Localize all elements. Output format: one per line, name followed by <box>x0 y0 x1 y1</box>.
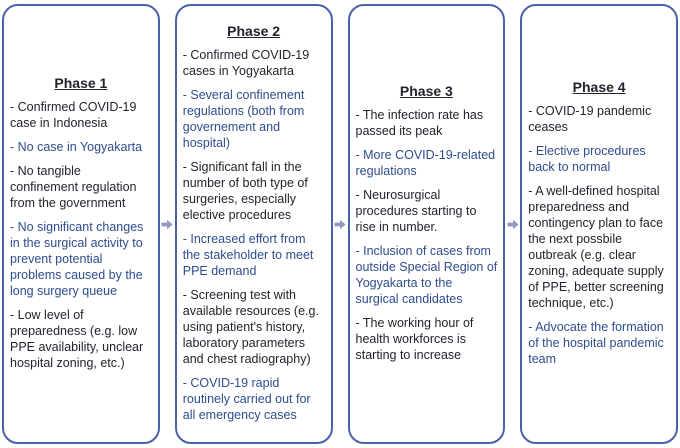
phase-2-title: Phase 2 <box>227 23 281 39</box>
phase-item: - Confirmed COVID-19 case in Indonesia <box>10 100 137 130</box>
right-arrow-icon <box>334 219 346 230</box>
arrow-gap-3 <box>505 4 520 444</box>
phase-item: - More COVID-19-related regulations <box>355 148 496 178</box>
phase-4-title: Phase 4 <box>572 79 626 95</box>
phase-item: - Several confinement regulations (both from governement and hospital) <box>182 88 305 150</box>
phase-item: - Low level of preparedness (e.g. low PPE availability, unclear hospital zoning, etc.) <box>10 308 144 370</box>
phase-item: - The working hour of health workforces is starting to increase <box>355 316 474 362</box>
phase-item: - The infection rate has passed its peak <box>355 108 484 138</box>
phase-item: - Advocate the formation of the hospital pandemic team <box>528 320 664 366</box>
phase-1-title: Phase 1 <box>54 75 108 91</box>
phase-item: - COVID-19 rapid routinely carried out for all emergency cases <box>182 376 311 422</box>
phase-4-box <box>520 4 678 444</box>
phase-3-box <box>348 4 506 444</box>
right-arrow-icon <box>507 219 519 230</box>
phase-item: - Increased effort from the stakeholder to meet PPE demand <box>182 232 314 278</box>
arrow-gap-1 <box>160 4 175 444</box>
phase-1-box <box>2 4 160 444</box>
phase-item: - No significant changes in the surgical activity to prevent potential problems caused by the long surgery queue <box>10 220 144 298</box>
phase-3-title: Phase 3 <box>399 83 453 99</box>
phase-item: - Inclusion of cases from outside Special Region of Yogyakarta to the surgical candidates <box>355 244 498 306</box>
phase-item: - Elective procedures back to normal <box>528 144 646 174</box>
phase-item: - Confirmed COVID-19 cases in Yogyakarta <box>182 48 310 78</box>
right-arrow-icon <box>161 219 173 230</box>
phase-item: - Neurosurgical procedures starting to rise in number. <box>355 188 477 234</box>
phase-item: - COVID-19 pandemic ceases <box>528 104 652 134</box>
phase-2-box <box>175 4 333 444</box>
arrow-gap-2 <box>333 4 348 444</box>
phase-item: - No tangible confinement regulation from the government <box>10 164 137 210</box>
phase-item: - Significant fall in the number of both type of surgeries, especially elective procedures <box>182 160 308 222</box>
phase-item: - Screening test with available resources (e.g. using patient's history, laboratory parameters and chest radiography) <box>182 288 319 366</box>
phase-item: - No case in Yogyakarta <box>10 140 143 154</box>
phase-item: - A well-defined hospital preparedness and contingency plan to face the next possbile outbreak (e.g. clear zoning, adequate supply of PPE, better screening technique, etc.) <box>528 184 664 310</box>
